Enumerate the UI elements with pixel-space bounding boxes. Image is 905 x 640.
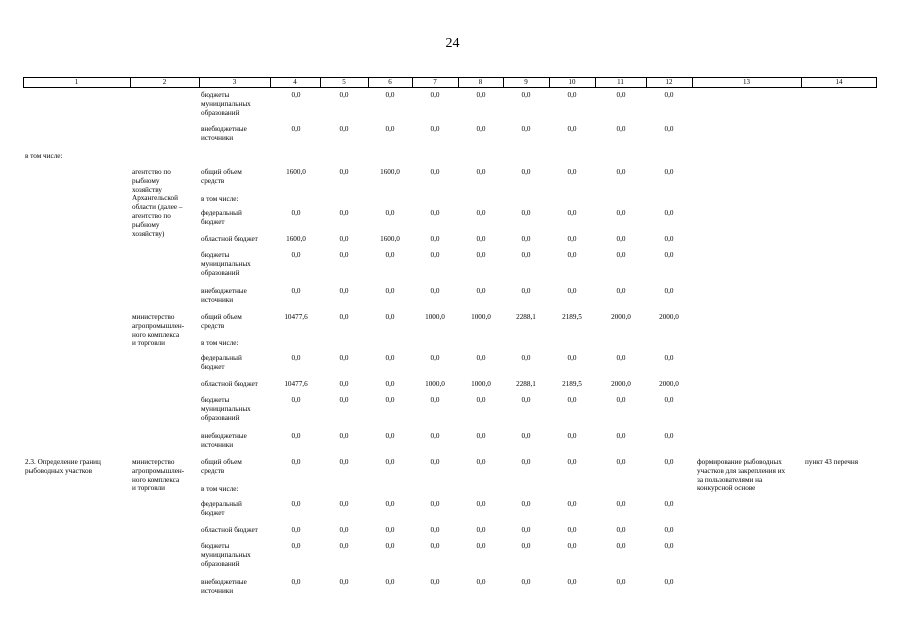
row-value: 0,0: [476, 542, 486, 550]
header-col-10: 10: [568, 78, 576, 86]
row-value: 0,0: [664, 396, 674, 404]
header-divider: [368, 78, 369, 87]
row-value: 0,0: [664, 354, 674, 362]
row-value: 0,0: [339, 578, 349, 586]
row-funding-source: общий объем средств: [201, 168, 242, 185]
row-value: 0,0: [476, 168, 486, 176]
header-col-3: 3: [232, 78, 237, 86]
page-number: 24: [445, 36, 460, 51]
header-divider: [199, 78, 200, 87]
header-col-1: 1: [74, 78, 79, 86]
header-divider: [412, 78, 413, 87]
row-value: 2000,0: [659, 380, 679, 388]
row-value: 0,0: [385, 251, 395, 259]
row-value: 1600,0: [286, 235, 306, 243]
row-value: 0,0: [339, 209, 349, 217]
row-value: 0,0: [616, 396, 626, 404]
row-value: 0,0: [521, 396, 531, 404]
row-value: 0,0: [616, 354, 626, 362]
row-value: 0,0: [291, 526, 301, 534]
row-value: 0,0: [616, 578, 626, 586]
row-value: 0,0: [430, 235, 440, 243]
row-value: 0,0: [339, 235, 349, 243]
row-value: 0,0: [291, 396, 301, 404]
row-value: 0,0: [567, 91, 577, 99]
row-reference: пункт 43 перечня: [805, 458, 859, 466]
row-value: 0,0: [567, 526, 577, 534]
row-value: 0,0: [476, 458, 486, 466]
row-funding-source: областной бюджет: [201, 526, 258, 534]
header-col-11: 11: [617, 78, 624, 86]
row-value: 1000,0: [425, 313, 445, 321]
row-value: 0,0: [385, 542, 395, 550]
row-value: 0,0: [616, 542, 626, 550]
row-funding-source: областной бюджет: [201, 380, 258, 388]
row-value: 0,0: [476, 500, 486, 508]
row-value: 0,0: [521, 235, 531, 243]
row-value: 0,0: [385, 209, 395, 217]
row-value: 0,0: [430, 396, 440, 404]
row-value: 0,0: [430, 526, 440, 534]
row-value: 0,0: [567, 209, 577, 217]
row-value: 0,0: [664, 500, 674, 508]
row-funding-source: федеральный бюджет: [201, 354, 242, 371]
row-funding-source: внебюджетные источники: [201, 125, 247, 142]
row-value: 1600,0: [380, 235, 400, 243]
row-value: 0,0: [385, 500, 395, 508]
row-value: 0,0: [616, 251, 626, 259]
row-value: 0,0: [616, 500, 626, 508]
row-value: 0,0: [664, 458, 674, 466]
row-executor: министерство агропромышлен- ного комплекса и торговли: [132, 458, 185, 493]
row-value: 0,0: [339, 380, 349, 388]
row-value: 1000,0: [425, 380, 445, 388]
row-value: 0,0: [385, 380, 395, 388]
row-expected-result: формирование рыбоводных участков для закрепления их за пользователями на конкурсной основе: [697, 458, 786, 493]
row-value: 0,0: [521, 251, 531, 259]
row-value: 0,0: [476, 354, 486, 362]
row-value: 0,0: [476, 251, 486, 259]
header-divider: [801, 78, 802, 87]
row-funding-source: бюджеты муниципальных образований: [201, 91, 251, 117]
row-value: 0,0: [521, 287, 531, 295]
row-value: 0,0: [339, 396, 349, 404]
row-value: 2288,1: [516, 313, 536, 321]
row-value: 2288,1: [516, 380, 536, 388]
row-value: 0,0: [339, 251, 349, 259]
row-value: 0,0: [567, 125, 577, 133]
header-divider: [646, 78, 647, 87]
row-value: 0,0: [567, 458, 577, 466]
header-col-2: 2: [162, 78, 167, 86]
row-funding-source: внебюджетные источники: [201, 578, 247, 595]
header-divider: [876, 78, 877, 87]
header-col-12: 12: [665, 78, 673, 86]
row-value: 1000,0: [471, 380, 491, 388]
row-value: 0,0: [291, 432, 301, 440]
row-funding-source: областной бюджет: [201, 235, 258, 243]
row-value: 0,0: [476, 235, 486, 243]
row-value: 0,0: [291, 542, 301, 550]
header-col-14: 14: [835, 78, 843, 86]
row-value: 0,0: [476, 91, 486, 99]
row-value: 0,0: [521, 168, 531, 176]
row-value: 0,0: [385, 125, 395, 133]
row-value: 2189,5: [562, 313, 582, 321]
row-value: 0,0: [385, 313, 395, 321]
header-divider: [270, 78, 271, 87]
header-divider: [595, 78, 596, 87]
row-value: 0,0: [430, 458, 440, 466]
row-value: 0,0: [430, 542, 440, 550]
row-value: 0,0: [339, 287, 349, 295]
row-value: 0,0: [664, 168, 674, 176]
row-value: 0,0: [521, 526, 531, 534]
row-value: 0,0: [339, 125, 349, 133]
row-value: 2000,0: [659, 313, 679, 321]
row-value: 0,0: [476, 125, 486, 133]
row-value: 0,0: [385, 578, 395, 586]
row-value: 0,0: [385, 432, 395, 440]
row-value: 0,0: [291, 458, 301, 466]
row-value: 0,0: [291, 287, 301, 295]
row-value: 0,0: [291, 91, 301, 99]
row-value: 1600,0: [286, 168, 306, 176]
row-value: 0,0: [430, 209, 440, 217]
row-value: 0,0: [664, 251, 674, 259]
row-value: 0,0: [567, 396, 577, 404]
row-value: 0,0: [616, 287, 626, 295]
row-value: 2189,5: [562, 380, 582, 388]
row-value: 0,0: [339, 458, 349, 466]
row-value: 0,0: [339, 354, 349, 362]
header-divider: [130, 78, 131, 87]
row-value: 0,0: [664, 542, 674, 550]
row-value: 0,0: [291, 578, 301, 586]
row-value: 0,0: [567, 354, 577, 362]
row-value: 0,0: [430, 168, 440, 176]
row-value: 0,0: [664, 209, 674, 217]
header-col-6: 6: [388, 78, 392, 86]
row-value: 0,0: [339, 500, 349, 508]
row-value: 0,0: [521, 432, 531, 440]
row-value: 0,0: [567, 251, 577, 259]
row-value: 0,0: [521, 91, 531, 99]
row-value: 0,0: [291, 354, 301, 362]
row-funding-source: общий объем средств: [201, 458, 242, 475]
row-value: 0,0: [664, 287, 674, 295]
header-col-4: 4: [293, 78, 297, 86]
row-funding-source: бюджеты муниципальных образований: [201, 251, 251, 277]
row-item-title: в том числе:: [25, 152, 63, 160]
row-value: 0,0: [385, 354, 395, 362]
row-value: 0,0: [430, 500, 440, 508]
row-executor: министерство агропромышлен- ного комплекса и торговли: [132, 313, 185, 348]
row-value: 0,0: [291, 251, 301, 259]
row-value: 0,0: [521, 500, 531, 508]
row-value: 0,0: [567, 168, 577, 176]
header-col-7: 7: [433, 78, 437, 86]
row-value: 0,0: [430, 354, 440, 362]
row-value: 0,0: [616, 168, 626, 176]
row-value: 0,0: [616, 209, 626, 217]
header-divider: [503, 78, 504, 87]
row-value: 0,0: [430, 432, 440, 440]
row-value: 2000,0: [611, 313, 631, 321]
row-value: 0,0: [476, 396, 486, 404]
row-value: 0,0: [521, 542, 531, 550]
row-value: 0,0: [521, 209, 531, 217]
table-header: [23, 77, 877, 88]
row-executor: агентство по рыбному хозяйству Архангельской области (далее – агентство по рыбному хозяйству): [132, 168, 183, 238]
row-value: 0,0: [339, 91, 349, 99]
row-value: 0,0: [664, 578, 674, 586]
row-value: 0,0: [616, 526, 626, 534]
row-value: 0,0: [430, 91, 440, 99]
row-value: 0,0: [430, 578, 440, 586]
row-value: 0,0: [339, 168, 349, 176]
header-divider: [692, 78, 693, 87]
row-value: 0,0: [476, 287, 486, 295]
row-value: 0,0: [567, 287, 577, 295]
row-value: 0,0: [664, 125, 674, 133]
row-value: 0,0: [430, 251, 440, 259]
row-value: 0,0: [385, 458, 395, 466]
row-funding-source: федеральный бюджет: [201, 500, 242, 517]
row-value: 10477,6: [284, 313, 308, 321]
row-value: 0,0: [664, 526, 674, 534]
row-value: 10477,6: [284, 380, 308, 388]
row-value: 0,0: [616, 91, 626, 99]
row-value: 0,0: [616, 235, 626, 243]
row-value: 0,0: [567, 500, 577, 508]
row-value: 0,0: [339, 432, 349, 440]
row-funding-source: общий объем средств: [201, 313, 242, 330]
row-value: 0,0: [567, 432, 577, 440]
header-divider: [23, 78, 24, 87]
row-value: 0,0: [385, 526, 395, 534]
header-col-13: 13: [743, 78, 750, 86]
row-item-title: 2.3. Определение границ рыбоводных участков: [25, 458, 101, 475]
row-value: 0,0: [521, 458, 531, 466]
row-value: 0,0: [616, 432, 626, 440]
header-col-5: 5: [342, 78, 346, 86]
row-value: 0,0: [664, 432, 674, 440]
row-value: 0,0: [291, 500, 301, 508]
row-value: 0,0: [385, 396, 395, 404]
header-divider: [458, 78, 459, 87]
row-funding-source: бюджеты муниципальных образований: [201, 396, 251, 422]
row-value: 0,0: [664, 91, 674, 99]
row-value: 0,0: [476, 526, 486, 534]
row-value: 0,0: [521, 125, 531, 133]
row-value: 1600,0: [380, 168, 400, 176]
row-value: 0,0: [339, 526, 349, 534]
row-funding-source: в том числе:: [201, 485, 239, 493]
row-value: 0,0: [567, 542, 577, 550]
row-value: 0,0: [430, 125, 440, 133]
row-value: 0,0: [339, 542, 349, 550]
row-value: 0,0: [385, 287, 395, 295]
row-value: 0,0: [430, 287, 440, 295]
header-col-9: 9: [524, 78, 528, 86]
row-value: 0,0: [616, 458, 626, 466]
row-funding-source: внебюджетные источники: [201, 287, 247, 304]
row-funding-source: бюджеты муниципальных образований: [201, 542, 251, 568]
row-value: 0,0: [476, 209, 486, 217]
row-value: 0,0: [291, 209, 301, 217]
row-funding-source: внебюджетные источники: [201, 432, 247, 449]
row-value: 0,0: [339, 313, 349, 321]
row-value: 2000,0: [611, 380, 631, 388]
row-value: 0,0: [567, 235, 577, 243]
header-col-8: 8: [478, 78, 483, 86]
row-value: 0,0: [291, 125, 301, 133]
header-divider: [320, 78, 321, 87]
row-value: 0,0: [567, 578, 577, 586]
row-funding-source: в том числе:: [201, 339, 239, 347]
header-divider: [549, 78, 550, 87]
row-funding-source: в том числе:: [201, 195, 239, 203]
row-value: 1000,0: [471, 313, 491, 321]
row-value: 0,0: [385, 91, 395, 99]
row-value: 0,0: [521, 578, 531, 586]
row-value: 0,0: [664, 235, 674, 243]
row-value: 0,0: [476, 578, 486, 586]
row-value: 0,0: [476, 432, 486, 440]
row-value: 0,0: [616, 125, 626, 133]
row-funding-source: федеральный бюджет: [201, 209, 242, 226]
row-value: 0,0: [521, 354, 531, 362]
